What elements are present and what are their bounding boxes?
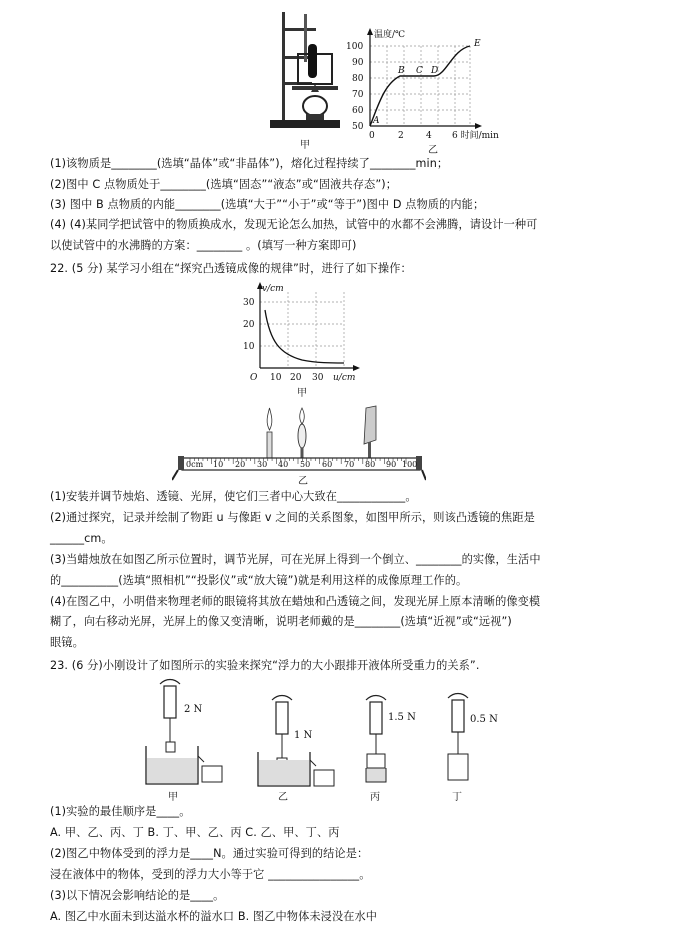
bench-tick-100: 100 [402, 460, 418, 469]
uv-graph [232, 280, 372, 398]
bench-tick-70: 70 [344, 460, 355, 469]
q22-title: 22. (5 分) 某学习小组在“探究凸透镜成像的规律”时，进行了如下操作： [50, 262, 412, 275]
bench-tick-80: 80 [365, 460, 376, 469]
point-d: D [431, 66, 439, 76]
q23-line-3: (2)图乙中物体受到的浮力是____N。通过实验可得到的结论是： [50, 847, 369, 860]
reading-ding: 0.5 N [470, 714, 498, 725]
q21-line-3: (3) 图中 B 点物质的内能________(选填“大于”“小于”或“等于”)图中 D 点物质的内能； [50, 198, 485, 211]
q22-line-2: (2)通过探究，记录并绘制了物距 u 与像距 v 之间的关系图象，如图甲所示，则该凸透镜的焦距是 [50, 511, 535, 524]
q22-line-3: ______cm。 [50, 532, 113, 545]
bench-caption: 乙 [298, 476, 308, 487]
uv-xtick-30: 30 [312, 373, 324, 383]
point-a: A [373, 116, 380, 126]
q23-line-6: A. 图乙中水面未到达溢水杯的溢水口 B. 图乙中物体未浸没在水中 [50, 910, 378, 923]
uv-xtick-10: 10 [270, 373, 282, 383]
setup-jia [146, 680, 222, 785]
reading-yi: 1 N [294, 730, 313, 741]
q22-line-8: 眼镜。 [50, 636, 84, 649]
q21-line-1: (1)该物质是________(选填“晶体”或“非晶体”)，熔化过程持续了________min； [50, 157, 449, 170]
caption-ding: 丁 [452, 792, 462, 803]
melting-graph [342, 26, 518, 146]
uv-ytick-20: 20 [243, 320, 255, 330]
xtick-4: 4 [426, 131, 432, 141]
ytick-50: 50 [352, 122, 364, 132]
reading-jia: 2 N [184, 704, 203, 715]
q21-line-5: 以使试管中的水沸腾的方案：________ 。(填写一种方案即可) [50, 239, 357, 252]
reading-bing: 1.5 N [388, 712, 416, 723]
q22-line-7: 糊了，向右移动光屏，光屏上的像又变清晰，说明老师戴的是________(选填“近视”或“远视”) [50, 615, 512, 628]
bench-tick-20: 20 [235, 460, 246, 469]
caption-yi: 乙 [278, 792, 288, 803]
bench-tick-90: 90 [386, 460, 397, 469]
ytick-100: 100 [346, 42, 364, 52]
q23-title: 23. (6 分)小刚设计了如图所示的实验来探究“浮力的大小跟排开液体所受重力的关系”. [50, 659, 480, 672]
bench-tick-10: 10 [213, 460, 224, 469]
xtick-0: 0 [369, 131, 375, 141]
uv-xlabel: u/cm [333, 373, 356, 383]
buoyancy-experiment-figure [140, 676, 540, 804]
bench-tick-30: 30 [257, 460, 268, 469]
uv-origin: O [250, 373, 258, 383]
bench-tick-40: 40 [278, 460, 289, 469]
figure-caption-yi-top: 乙 [428, 145, 438, 156]
optical-bench [172, 400, 426, 482]
xtick-2: 2 [398, 131, 404, 141]
q23-line-5: (3)以下情况会影响结论的是____。 [50, 889, 225, 902]
bench-tick-60: 60 [322, 460, 333, 469]
heating-apparatus-figure [268, 6, 348, 146]
uv-xtick-20: 20 [290, 373, 302, 383]
q21-line-2: (2)图中 C 点物质处于________(选填“固态”“液态”或“固液共存态”)； [50, 178, 397, 191]
bench-tick-0: 0cm [186, 460, 204, 469]
q23-line-1: (1)实验的最佳顺序是____。 [50, 805, 191, 818]
ytick-60: 60 [352, 106, 364, 116]
ytick-80: 80 [352, 74, 364, 84]
q22-line-5: 的__________(选填“照相机”“投影仪”或“放大镜”)就是利用这样的成像原理工作的。 [50, 574, 468, 587]
q23-line-4: 浸在液体中的物体，受到的浮力大小等于它 ________________。 [50, 868, 371, 881]
graph-xlabel: 6 时间/min [452, 131, 499, 141]
uv-ytick-30: 30 [243, 298, 255, 308]
setup-yi [258, 696, 334, 787]
caption-bing: 丙 [370, 792, 380, 803]
setup-ding [448, 694, 498, 781]
uv-ylabel: v/cm [262, 284, 284, 294]
point-b: B [398, 66, 405, 76]
graph-ylabel: 温度/℃ [374, 30, 406, 40]
uv-graph-caption: 甲 [297, 388, 307, 399]
q22-line-6: (4)在图乙中，小明借来物理老师的眼镜将其放在蜡烛和凸透镜之间，发现光屏上原本清晰的像变模 [50, 595, 541, 608]
ytick-90: 90 [352, 58, 364, 68]
caption-jia: 甲 [168, 792, 178, 803]
q23-line-2: A. 甲、乙、丙、丁 B. 丁、甲、乙、丙 C. 乙、甲、丁、丙 [50, 826, 340, 839]
bench-tick-50: 50 [300, 460, 311, 469]
point-c: C [416, 66, 423, 76]
point-e: E [474, 39, 481, 49]
figure-caption-jia-top: 甲 [300, 140, 310, 151]
setup-bing [366, 696, 416, 783]
uv-ytick-10: 10 [243, 342, 255, 352]
q22-line-4: (3)当蜡烛放在如图乙所示位置时，调节光屏，可在光屏上得到一个倒立、________的实像，生活中 [50, 553, 541, 566]
q21-line-4: (4) (4)某同学把试管中的物质换成水，发现无论怎么加热，试管中的水都不会沸腾，请设计一种可 [50, 218, 538, 231]
q22-line-1: (1)安装并调节烛焰、透镜、光屏，使它们三者中心大致在____________。 [50, 490, 417, 503]
ytick-70: 70 [352, 90, 364, 100]
